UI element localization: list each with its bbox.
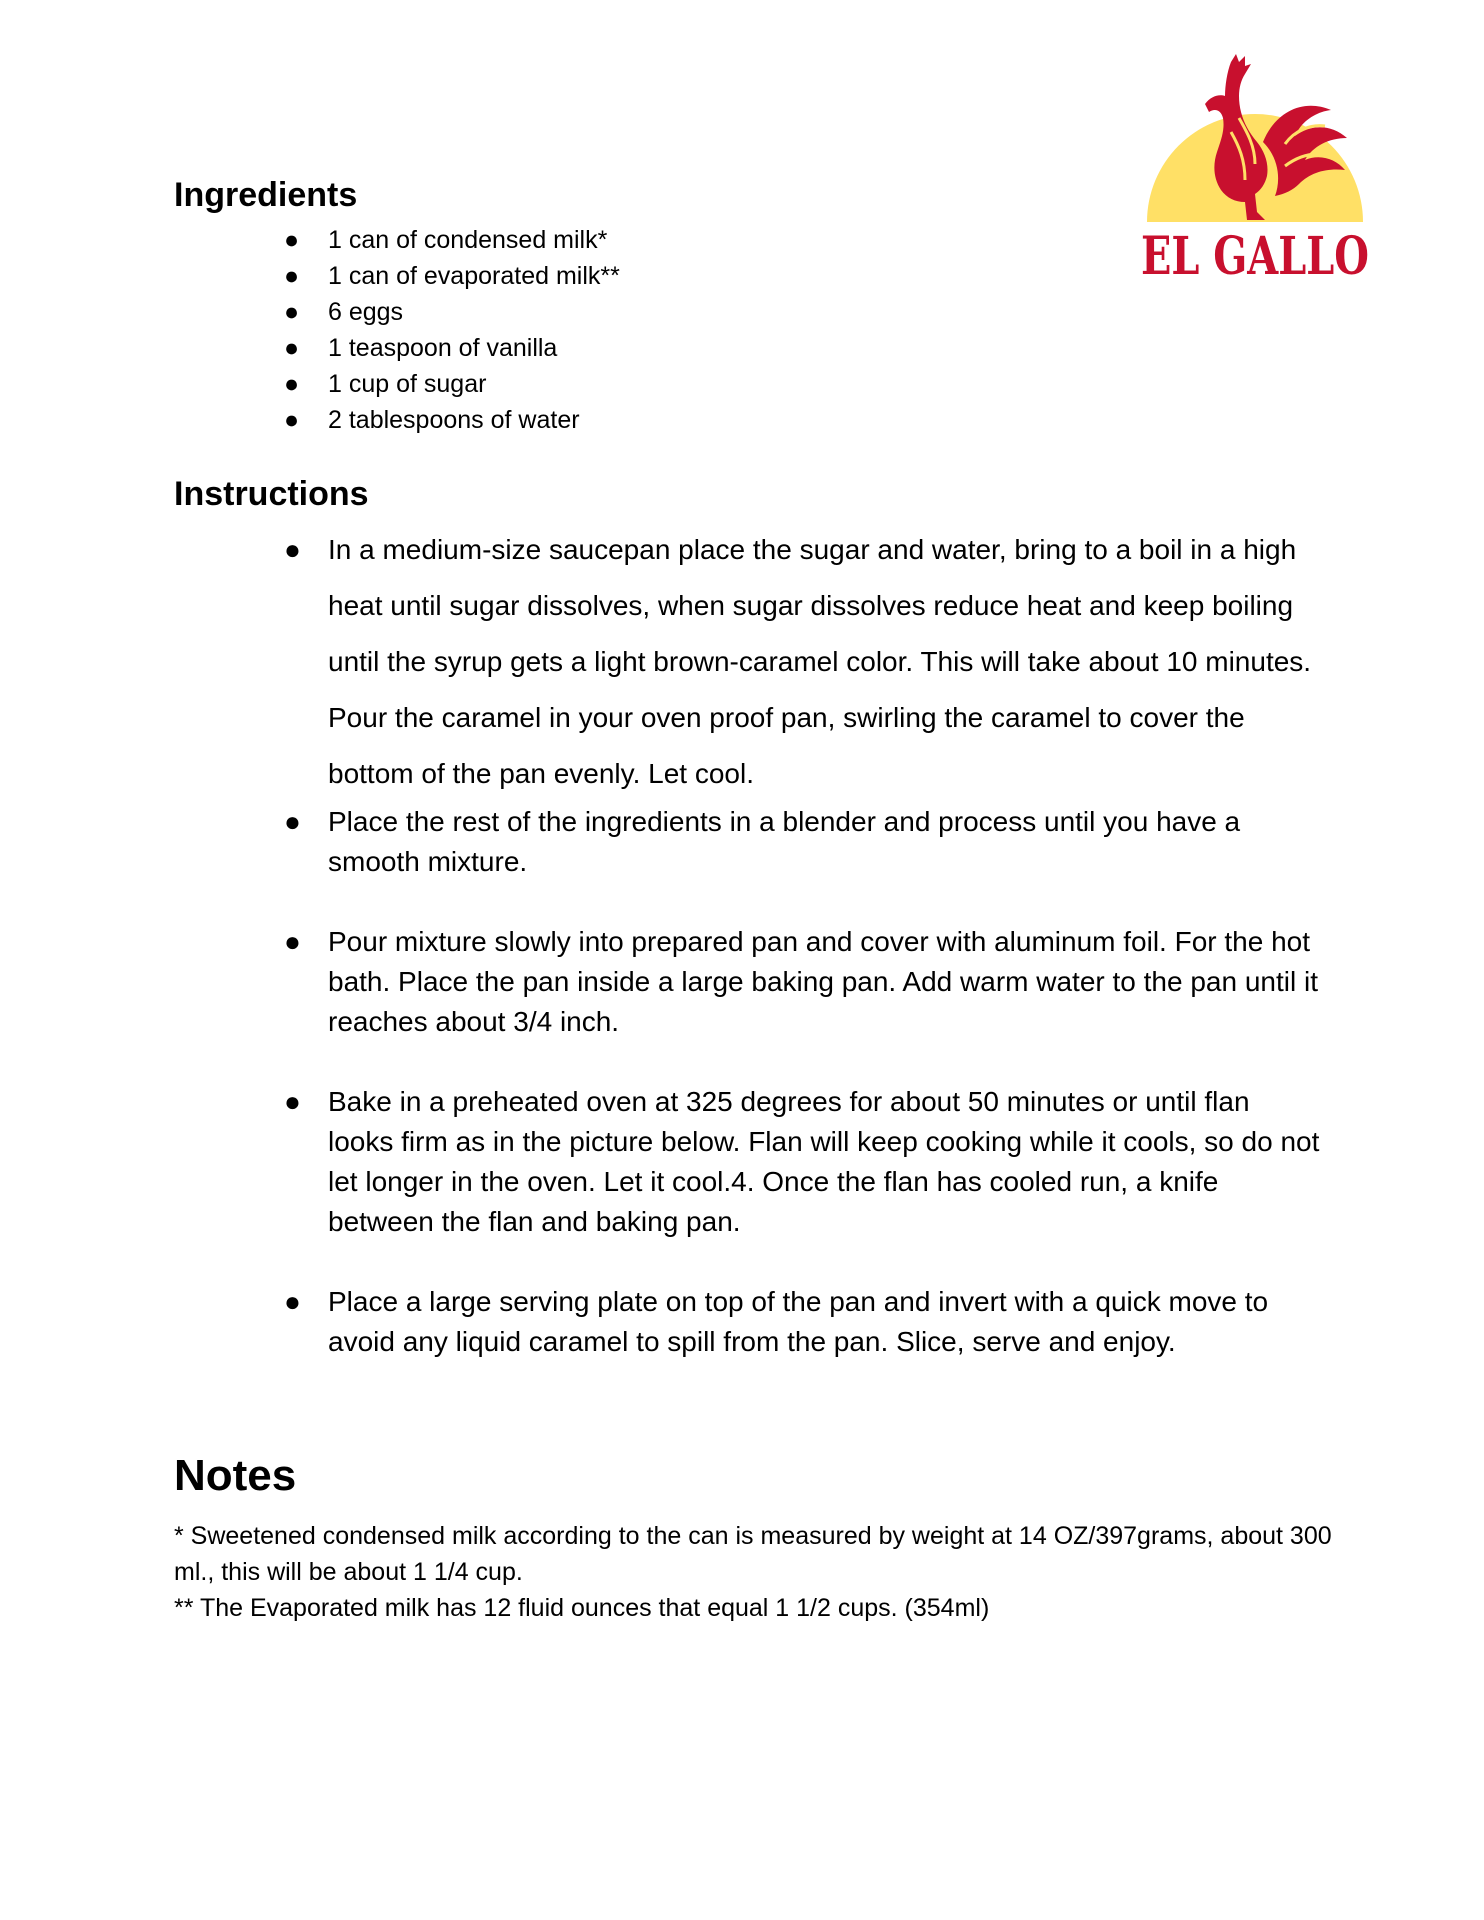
bullet-icon: ● <box>284 926 301 957</box>
ingredient-text: 2 tablespoons of water <box>328 406 580 434</box>
el-gallo-logo <box>1135 52 1375 287</box>
bullet-icon: ● <box>284 262 300 290</box>
ingredients-heading: Ingredients <box>174 176 358 214</box>
note-line: * Sweetened condensed milk according to the can is measured by weight at 14 OZ/397grams, about 300 ml., this will be about 1 1/4 cup. <box>174 1522 1332 1586</box>
ingredient-text: 1 cup of sugar <box>328 370 487 398</box>
instructions-heading: Instructions <box>174 475 369 513</box>
instruction-text: Pour mixture slowly into prepared pan and cover with aluminum foil. For the hot bath. Place the pan inside a large baking pan. Add warm water to the pan until it reaches about 3/4 inch. <box>328 926 1318 1037</box>
list-item <box>0 366 620 402</box>
list-item <box>0 330 620 366</box>
list-item <box>0 402 620 438</box>
list-item <box>0 258 620 294</box>
ingredient-text: 1 teaspoon of vanilla <box>328 334 558 362</box>
ingredient-list <box>0 222 620 438</box>
notes-section <box>174 1518 1334 1626</box>
instruction-list <box>0 522 1320 1402</box>
instruction-text: Bake in a preheated oven at 325 degrees for about 50 minutes or until flan looks firm as in the picture below. Flan will keep cooking while it cools, so do not let longer in the oven. Let it cool.4. Once the flan has cooled run, a knife between the flan and baking pan. <box>328 1086 1320 1237</box>
notes-heading: Notes <box>174 1451 297 1500</box>
instruction-text: Place a large serving plate on top of the pan and invert with a quick move to avoid any liquid caramel to spill from the pan. Slice, serve and enjoy. <box>328 1286 1269 1357</box>
instruction-text: In a medium-size saucepan place the sugar and water, bring to a boil in a high heat until sugar dissolves, when sugar dissolves reduce heat and keep boiling until the syrup gets a light brown-caramel color. This will take about 10 minutes. Pour the caramel in your oven proof pan, swirling the caramel to cover the bottom of the pan evenly. Let cool. <box>328 534 1312 789</box>
bullet-icon: ● <box>284 1086 301 1117</box>
bullet-icon: ● <box>284 1286 301 1317</box>
list-item <box>0 294 620 330</box>
bullet-icon: ● <box>284 534 301 565</box>
bullet-icon: ● <box>284 298 300 326</box>
list-item <box>0 222 620 258</box>
bullet-icon: ● <box>284 334 300 362</box>
instruction-text: Place the rest of the ingredients in a blender and process until you have a smooth mixture. <box>328 806 1241 877</box>
ingredient-text: 1 can of evaporated milk** <box>328 262 620 290</box>
rooster-sun-icon <box>1135 52 1375 287</box>
ingredient-text: 1 can of condensed milk* <box>328 226 608 254</box>
bullet-icon: ● <box>284 226 300 254</box>
note-line: ** The Evaporated milk has 12 fluid ounces that equal 1 1/2 cups. (354ml) <box>174 1594 990 1622</box>
instruction-step <box>0 522 1320 802</box>
bullet-icon: ● <box>284 806 301 837</box>
instruction-step <box>0 922 1320 1042</box>
instruction-step <box>0 802 1320 882</box>
instruction-step <box>0 1282 1320 1362</box>
brand-text: EL GALLO <box>1141 226 1369 287</box>
ingredient-text: 6 eggs <box>328 298 404 326</box>
instruction-step <box>0 1082 1320 1242</box>
bullet-icon: ● <box>284 406 300 434</box>
bullet-icon: ● <box>284 370 300 398</box>
